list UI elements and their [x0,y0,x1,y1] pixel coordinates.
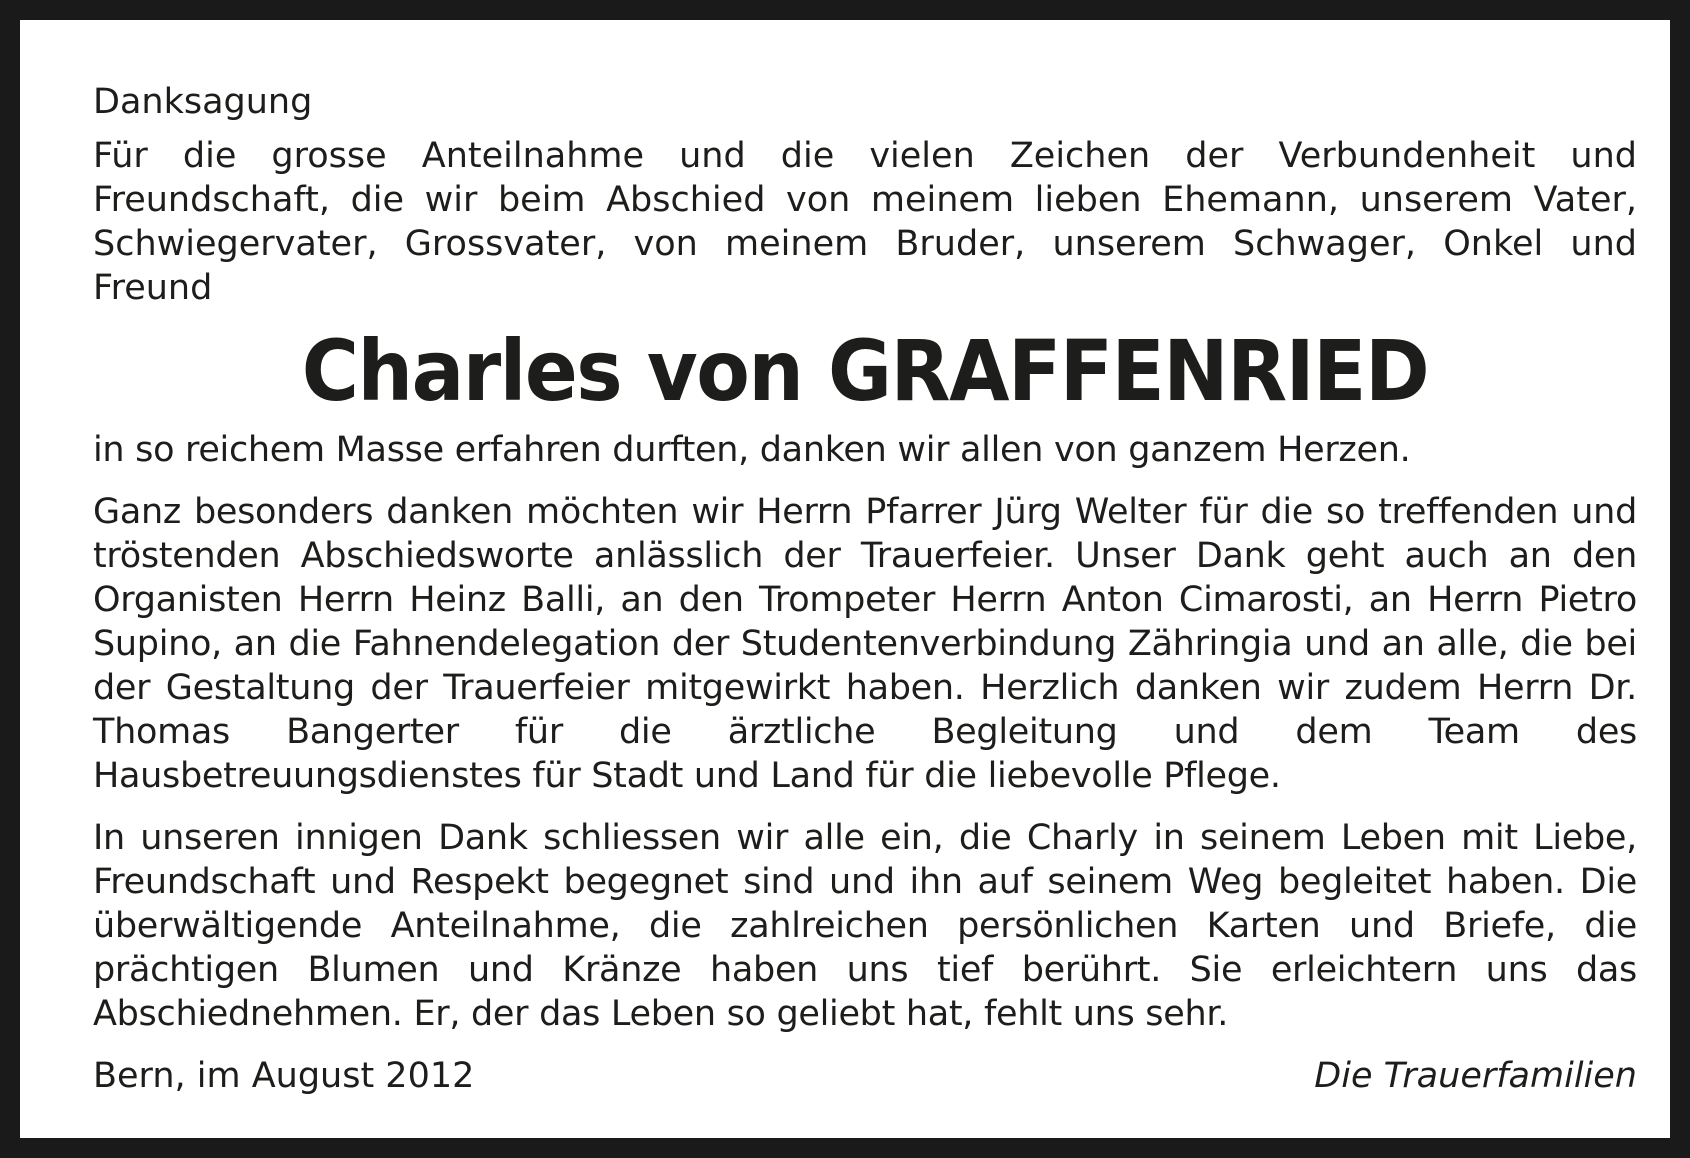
after-name-paragraph: in so reichem Masse erfahren durften, danken wir allen von ganzem Herzen. [93,430,1411,470]
place-date: Bern, im August 2012 [93,1056,475,1096]
thanks-paragraph: Ganz besonders danken möchten wir Herrn Pfarrer Jürg Welter für die so treffenden und tröstenden Abschiedsworte anlässlich der Trauerfeier. Unser Dank geht auch an den Organisten Herrn Heinz Balli, an den Trompeter Herrn Anton Cimarosti, an Herrn Pietro Supino, an die Fahnendelegation der Studentenverbindung Zähringia und an alle, die bei der Gestaltung der Trauerfeier mitgewirkt haben. Herzlich danken wir zudem Herrn Dr. Thomas Bangerter für die ärztliche Begleitung und dem Team des Hausbetreuungsdienstes für Stadt und Land für die liebevolle Pflege. [93,492,1637,796]
intro-paragraph: Für die grosse Anteilnahme und die vielen Zeichen der Verbundenheit und Freundschaft, die wir beim Abschied von meinem lieben Ehemann, unserem Vater, Schwiegervater, Grossvater, von meinem Bruder, unserem Schwager, Onkel und Freund [93,136,1637,308]
notice-footer [93,1054,1637,1098]
deceased-name: Charles von GRAFFENRIED [301,323,1429,421]
notice-heading: Danksagung [93,82,313,122]
notice-content [93,80,1637,1098]
closing-paragraph: In unseren innigen Dank schliessen wir alle ein, die Charly in seinem Leben mit Liebe, Freundschaft und Respekt begegnet sind und ihn auf seinem Weg begleitet haben. Die überwältigende Anteilnahme, die zahlreichen persönlichen Karten und Briefe, die prächtigen Blumen und Kränze haben uns tief berührt. Sie erleichtern uns das Abschiednehmen. Er, der das Leben so geliebt hat, fehlt uns sehr. [93,818,1637,1034]
signature: Die Trauerfamilien [1314,1056,1637,1096]
